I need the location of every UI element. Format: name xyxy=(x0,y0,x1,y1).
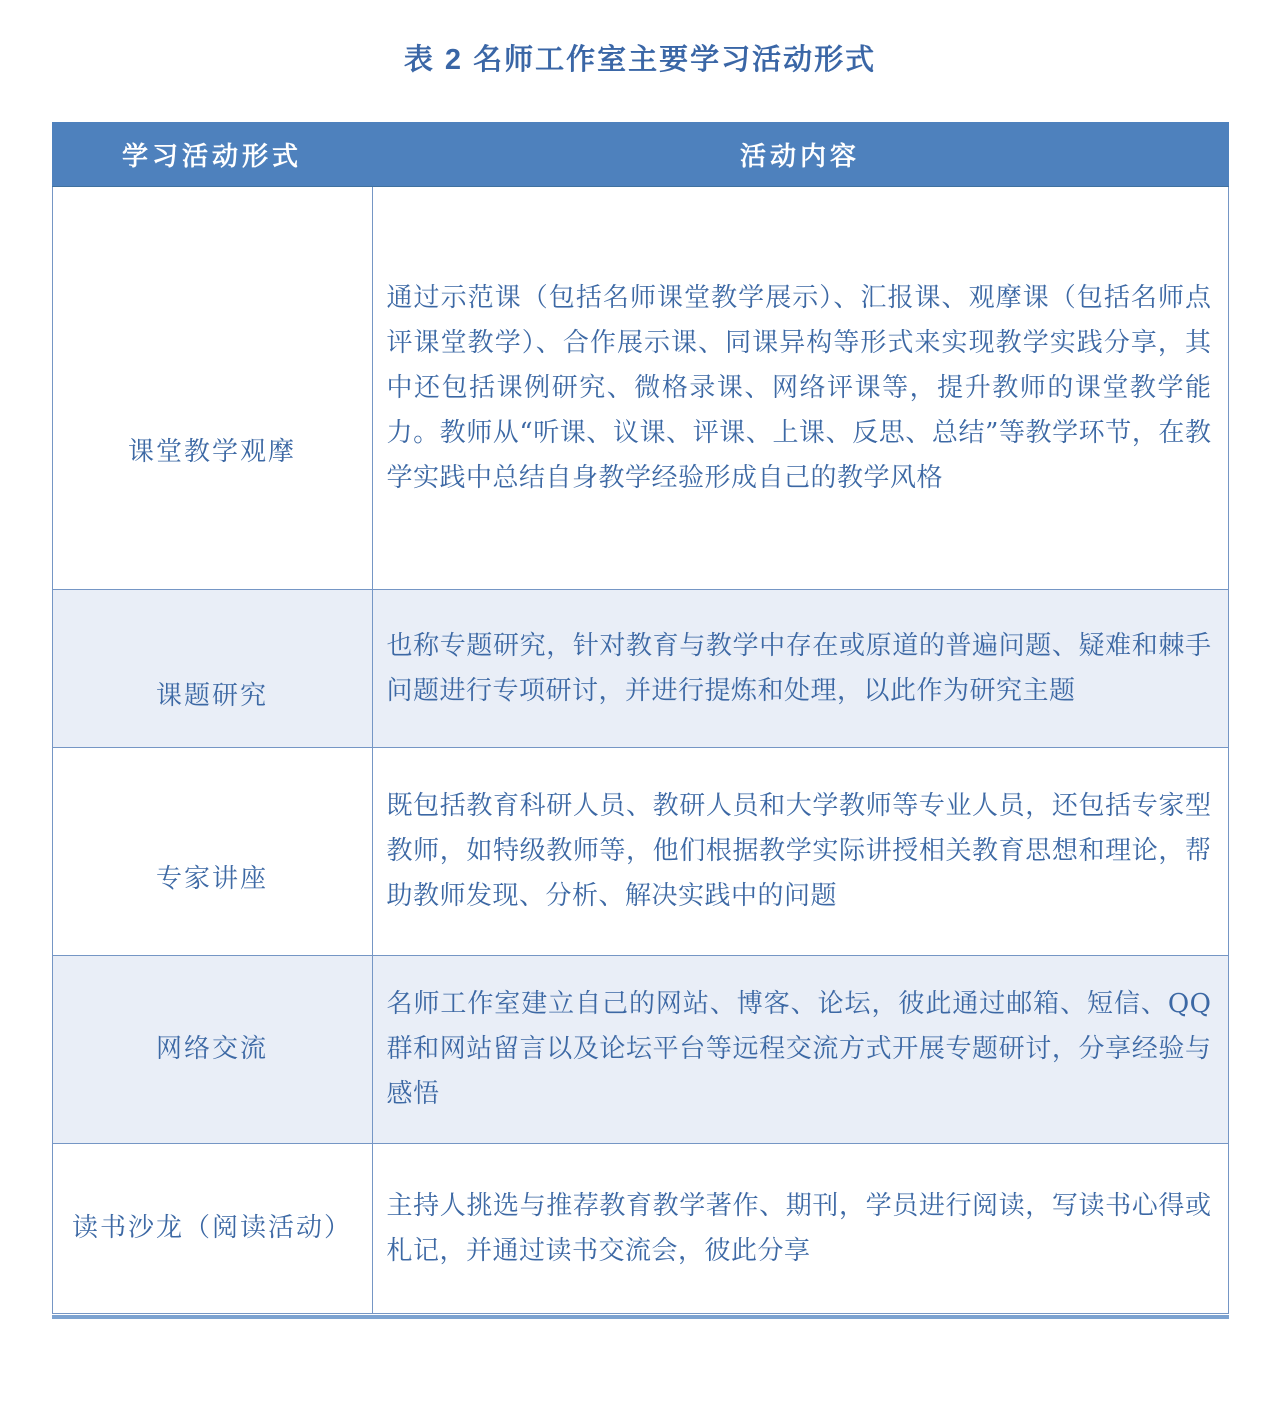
table-bottom-border xyxy=(52,1315,1229,1319)
row-label: 专家讲座 xyxy=(155,864,268,894)
column-header-activity-content: 活动内容 xyxy=(372,123,1228,187)
table-row xyxy=(52,590,1228,748)
table-row xyxy=(52,956,1228,1144)
table-row xyxy=(52,748,1228,956)
row-label: 课题研究 xyxy=(155,681,268,711)
row-label-cell xyxy=(52,187,372,590)
row-content-cell: 也称专题研究，针对教育与教学中存在或原道的普遍问题、疑难和棘手问题进行专项研讨，并进行提炼和处理，以此作为研究主题 xyxy=(372,590,1228,748)
row-label: 读书沙龙（阅读活动） xyxy=(71,1213,352,1243)
table-row xyxy=(52,187,1228,590)
row-label: 网络交流 xyxy=(155,1034,268,1064)
row-content-cell: 名师工作室建立自己的网站、博客、论坛，彼此通过邮箱、短信、QQ 群和网站留言以及论坛平台等远程交流方式开展专题研讨，分享经验与感悟 xyxy=(372,956,1228,1144)
column-header-activity-form: 学习活动形式 xyxy=(52,123,372,187)
row-content-cell: 既包括教育科研人员、教研人员和大学教师等专业人员，还包括专家型教师，如特级教师等，他们根据教学实际讲授相关教育思想和理论，帮助教师发现、分析、解决实践中的问题 xyxy=(372,748,1228,956)
activities-table xyxy=(52,122,1229,1314)
table-caption: 表 2 名师工作室主要学习活动形式 xyxy=(403,44,877,76)
row-content-cell: 通过示范课（包括名师课堂教学展示）、汇报课、观摩课（包括名师点评课堂教学）、合作展示课、同课异构等形式来实现教学实践分享，其中还包括课例研究、微格录课、网络评课等，提升教师的课堂教学能力。教师从“听课、议课、评课、上课、反思、总结”等教学环节，在教学实践中总结自身教学经验形成自己的教学风格 xyxy=(372,187,1228,590)
row-label-cell xyxy=(52,590,372,748)
header-row xyxy=(52,123,1228,187)
row-content-cell: 主持人挑选与推荐教育教学著作、期刊，学员进行阅读，写读书心得或札记，并通过读书交流会，彼此分享 xyxy=(372,1144,1228,1314)
row-label-cell xyxy=(52,956,372,1144)
row-label-cell xyxy=(52,748,372,956)
table-row xyxy=(52,1144,1228,1314)
row-label-cell xyxy=(52,1144,372,1314)
row-label: 课堂教学观摩 xyxy=(127,436,296,467)
